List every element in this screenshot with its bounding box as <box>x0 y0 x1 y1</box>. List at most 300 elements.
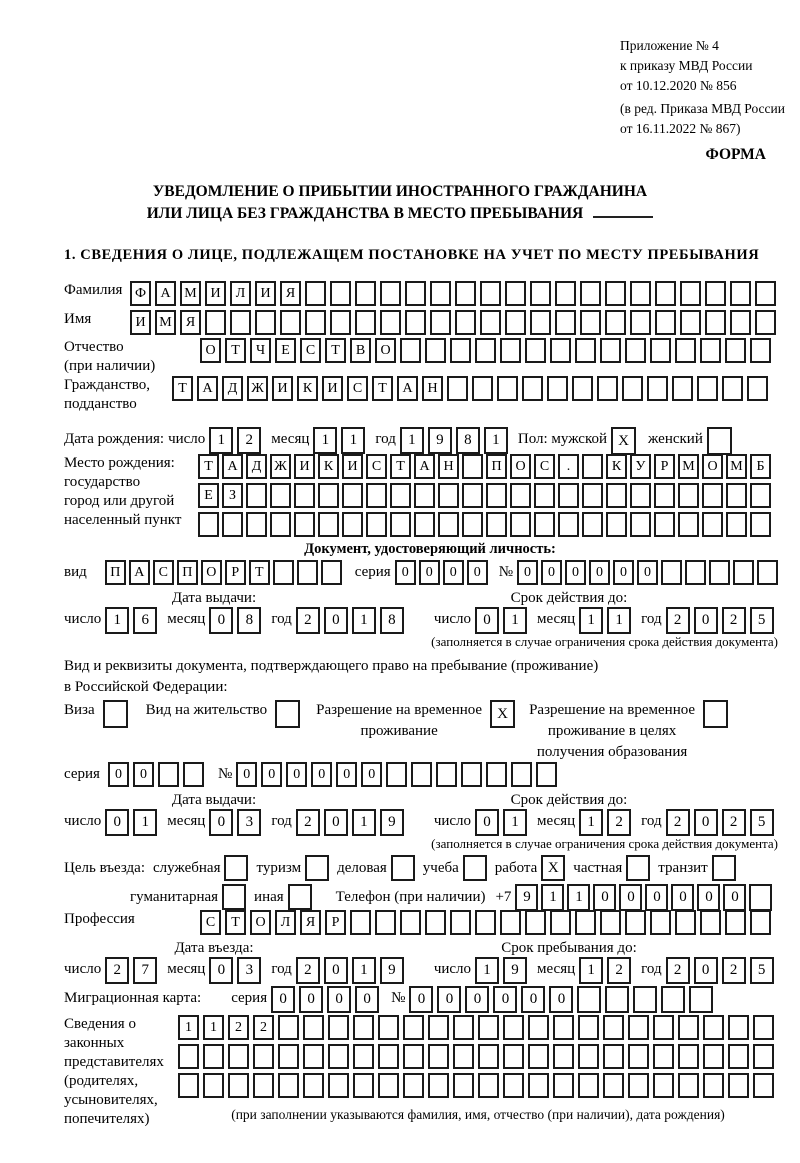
char-cell[interactable]: 3 <box>237 957 261 984</box>
char-cell[interactable] <box>480 310 501 335</box>
char-cell[interactable] <box>522 376 543 401</box>
char-cell[interactable]: А <box>222 454 243 479</box>
char-cell[interactable]: 0 <box>723 884 746 911</box>
char-cell[interactable] <box>158 762 179 787</box>
char-cell[interactable] <box>390 512 411 537</box>
char-cell[interactable]: 5 <box>750 957 774 984</box>
char-cell[interactable] <box>453 1073 474 1098</box>
char-cell[interactable]: М <box>678 454 699 479</box>
char-cell[interactable]: 1 <box>209 427 233 454</box>
char-cell[interactable] <box>425 338 446 363</box>
char-cell[interactable]: 0 <box>541 560 562 585</box>
char-cell[interactable] <box>597 376 618 401</box>
char-cell[interactable] <box>505 281 526 306</box>
char-cell[interactable] <box>270 512 291 537</box>
char-cell[interactable] <box>486 512 507 537</box>
char-cell[interactable] <box>534 483 555 508</box>
char-cell[interactable]: 0 <box>236 762 257 787</box>
char-cell[interactable] <box>750 338 771 363</box>
char-cell[interactable]: 8 <box>380 607 404 634</box>
option-temp-residence-checkbox[interactable]: X <box>490 700 515 728</box>
char-cell[interactable] <box>462 454 483 479</box>
char-cell[interactable] <box>305 281 326 306</box>
char-cell[interactable] <box>400 338 421 363</box>
char-cell[interactable]: С <box>200 910 221 935</box>
char-cell[interactable] <box>628 1015 649 1040</box>
char-cell[interactable]: 0 <box>589 560 610 585</box>
char-cell[interactable] <box>726 483 747 508</box>
char-cell[interactable]: Р <box>654 454 675 479</box>
char-cell[interactable] <box>547 376 568 401</box>
char-cell[interactable] <box>447 376 468 401</box>
char-cell[interactable] <box>582 512 603 537</box>
char-cell[interactable]: О <box>200 338 221 363</box>
char-cell[interactable] <box>511 762 532 787</box>
char-cell[interactable]: 0 <box>549 986 573 1013</box>
char-cell[interactable] <box>703 1015 724 1040</box>
char-cell[interactable] <box>378 1073 399 1098</box>
char-cell[interactable] <box>678 512 699 537</box>
char-cell[interactable]: А <box>129 560 150 585</box>
char-cell[interactable] <box>450 338 471 363</box>
char-cell[interactable]: Ф <box>130 281 151 306</box>
char-cell[interactable] <box>580 281 601 306</box>
char-cell[interactable]: 1 <box>313 427 337 454</box>
char-cell[interactable] <box>572 376 593 401</box>
char-cell[interactable] <box>500 910 521 935</box>
char-cell[interactable] <box>475 910 496 935</box>
char-cell[interactable]: С <box>534 454 555 479</box>
char-cell[interactable] <box>428 1044 449 1069</box>
char-cell[interactable]: Е <box>198 483 219 508</box>
checkbox-option-box[interactable] <box>712 855 736 881</box>
char-cell[interactable] <box>553 1073 574 1098</box>
char-cell[interactable]: 1 <box>541 884 564 911</box>
char-cell[interactable]: 0 <box>467 560 488 585</box>
char-cell[interactable] <box>703 1044 724 1069</box>
char-cell[interactable]: 8 <box>237 607 261 634</box>
char-cell[interactable] <box>453 1044 474 1069</box>
char-cell[interactable] <box>722 376 743 401</box>
char-cell[interactable] <box>486 762 507 787</box>
char-cell[interactable] <box>728 1015 749 1040</box>
char-cell[interactable]: 0 <box>361 762 382 787</box>
char-cell[interactable]: 2 <box>607 957 631 984</box>
char-cell[interactable]: 0 <box>108 762 129 787</box>
char-cell[interactable] <box>303 1015 324 1040</box>
char-cell[interactable]: 0 <box>209 607 233 634</box>
char-cell[interactable]: О <box>702 454 723 479</box>
char-cell[interactable] <box>705 281 726 306</box>
char-cell[interactable] <box>462 512 483 537</box>
char-cell[interactable] <box>455 310 476 335</box>
char-cell[interactable] <box>702 483 723 508</box>
char-cell[interactable] <box>428 1073 449 1098</box>
char-cell[interactable]: 5 <box>750 607 774 634</box>
char-cell[interactable] <box>753 1015 774 1040</box>
char-cell[interactable] <box>328 1073 349 1098</box>
char-cell[interactable] <box>294 483 315 508</box>
char-cell[interactable] <box>578 1044 599 1069</box>
char-cell[interactable] <box>672 376 693 401</box>
char-cell[interactable]: 3 <box>237 809 261 836</box>
char-cell[interactable] <box>630 512 651 537</box>
char-cell[interactable]: И <box>322 376 343 401</box>
char-cell[interactable] <box>750 910 771 935</box>
char-cell[interactable] <box>230 310 251 335</box>
char-cell[interactable]: А <box>397 376 418 401</box>
sex-male-checkbox[interactable]: X <box>611 427 636 455</box>
char-cell[interactable]: 0 <box>395 560 416 585</box>
char-cell[interactable] <box>653 1073 674 1098</box>
char-cell[interactable] <box>503 1044 524 1069</box>
char-cell[interactable]: 5 <box>750 809 774 836</box>
char-cell[interactable] <box>628 1073 649 1098</box>
char-cell[interactable]: 0 <box>517 560 538 585</box>
char-cell[interactable]: П <box>486 454 507 479</box>
char-cell[interactable] <box>270 483 291 508</box>
sex-female-checkbox[interactable] <box>707 427 732 455</box>
char-cell[interactable]: 0 <box>694 809 718 836</box>
char-cell[interactable]: М <box>155 310 176 335</box>
option-temp-residence-education-checkbox[interactable] <box>703 700 728 728</box>
char-cell[interactable] <box>436 762 457 787</box>
char-cell[interactable] <box>728 1044 749 1069</box>
char-cell[interactable]: 2 <box>105 957 129 984</box>
char-cell[interactable] <box>472 376 493 401</box>
char-cell[interactable]: 2 <box>228 1015 249 1040</box>
char-cell[interactable] <box>661 986 685 1013</box>
char-cell[interactable] <box>606 512 627 537</box>
char-cell[interactable] <box>461 762 482 787</box>
char-cell[interactable]: 0 <box>324 607 348 634</box>
char-cell[interactable] <box>403 1015 424 1040</box>
char-cell[interactable] <box>575 910 596 935</box>
char-cell[interactable] <box>378 1015 399 1040</box>
char-cell[interactable] <box>555 281 576 306</box>
char-cell[interactable] <box>726 512 747 537</box>
char-cell[interactable]: А <box>414 454 435 479</box>
char-cell[interactable] <box>246 512 267 537</box>
char-cell[interactable] <box>578 1073 599 1098</box>
char-cell[interactable]: Д <box>246 454 267 479</box>
char-cell[interactable]: Т <box>172 376 193 401</box>
char-cell[interactable] <box>680 281 701 306</box>
char-cell[interactable]: 2 <box>296 607 320 634</box>
char-cell[interactable] <box>503 1015 524 1040</box>
char-cell[interactable]: Я <box>180 310 201 335</box>
char-cell[interactable] <box>725 910 746 935</box>
char-cell[interactable] <box>253 1044 274 1069</box>
char-cell[interactable]: Р <box>325 910 346 935</box>
char-cell[interactable] <box>553 1044 574 1069</box>
char-cell[interactable]: 1 <box>607 607 631 634</box>
char-cell[interactable] <box>678 483 699 508</box>
char-cell[interactable]: Т <box>198 454 219 479</box>
char-cell[interactable] <box>294 512 315 537</box>
char-cell[interactable]: 8 <box>456 427 480 454</box>
char-cell[interactable] <box>330 310 351 335</box>
char-cell[interactable] <box>725 338 746 363</box>
char-cell[interactable] <box>438 483 459 508</box>
char-cell[interactable] <box>350 910 371 935</box>
char-cell[interactable]: 2 <box>666 809 690 836</box>
char-cell[interactable] <box>478 1044 499 1069</box>
char-cell[interactable] <box>580 310 601 335</box>
char-cell[interactable] <box>550 910 571 935</box>
char-cell[interactable]: И <box>272 376 293 401</box>
char-cell[interactable]: П <box>105 560 126 585</box>
char-cell[interactable] <box>625 910 646 935</box>
char-cell[interactable]: Я <box>300 910 321 935</box>
char-cell[interactable] <box>578 1015 599 1040</box>
char-cell[interactable] <box>303 1073 324 1098</box>
char-cell[interactable] <box>462 483 483 508</box>
char-cell[interactable] <box>534 512 555 537</box>
char-cell[interactable]: 0 <box>336 762 357 787</box>
char-cell[interactable]: 0 <box>694 607 718 634</box>
char-cell[interactable] <box>528 1044 549 1069</box>
char-cell[interactable] <box>655 310 676 335</box>
char-cell[interactable] <box>700 910 721 935</box>
char-cell[interactable] <box>253 1073 274 1098</box>
char-cell[interactable] <box>353 1073 374 1098</box>
char-cell[interactable] <box>753 1044 774 1069</box>
char-cell[interactable]: 0 <box>261 762 282 787</box>
char-cell[interactable] <box>678 1044 699 1069</box>
char-cell[interactable] <box>503 1073 524 1098</box>
char-cell[interactable] <box>414 512 435 537</box>
char-cell[interactable] <box>178 1044 199 1069</box>
char-cell[interactable] <box>505 310 526 335</box>
char-cell[interactable]: 9 <box>428 427 452 454</box>
char-cell[interactable]: 0 <box>209 957 233 984</box>
option-residence-permit-checkbox[interactable] <box>275 700 300 728</box>
char-cell[interactable] <box>353 1044 374 1069</box>
char-cell[interactable] <box>633 986 657 1013</box>
checkbox-option-box[interactable] <box>463 855 487 881</box>
char-cell[interactable] <box>550 338 571 363</box>
char-cell[interactable] <box>528 1073 549 1098</box>
char-cell[interactable] <box>475 338 496 363</box>
char-cell[interactable] <box>728 1073 749 1098</box>
char-cell[interactable] <box>730 281 751 306</box>
char-cell[interactable]: Р <box>225 560 246 585</box>
char-cell[interactable]: 1 <box>352 809 376 836</box>
char-cell[interactable]: 2 <box>666 957 690 984</box>
char-cell[interactable]: Е <box>275 338 296 363</box>
char-cell[interactable] <box>630 281 651 306</box>
char-cell[interactable]: Ч <box>250 338 271 363</box>
char-cell[interactable] <box>353 1015 374 1040</box>
char-cell[interactable]: Ж <box>247 376 268 401</box>
char-cell[interactable]: 1 <box>341 427 365 454</box>
char-cell[interactable] <box>438 512 459 537</box>
char-cell[interactable]: 0 <box>593 884 616 911</box>
char-cell[interactable] <box>198 512 219 537</box>
char-cell[interactable]: И <box>130 310 151 335</box>
char-cell[interactable] <box>355 310 376 335</box>
char-cell[interactable] <box>318 483 339 508</box>
char-cell[interactable] <box>380 281 401 306</box>
char-cell[interactable] <box>273 560 294 585</box>
char-cell[interactable]: Т <box>225 338 246 363</box>
char-cell[interactable] <box>278 1015 299 1040</box>
char-cell[interactable]: 0 <box>133 762 154 787</box>
char-cell[interactable]: С <box>366 454 387 479</box>
char-cell[interactable] <box>702 512 723 537</box>
char-cell[interactable]: И <box>294 454 315 479</box>
char-cell[interactable] <box>630 483 651 508</box>
char-cell[interactable]: 2 <box>666 607 690 634</box>
char-cell[interactable]: Я <box>280 281 301 306</box>
char-cell[interactable]: 0 <box>493 986 517 1013</box>
char-cell[interactable]: С <box>153 560 174 585</box>
char-cell[interactable] <box>705 310 726 335</box>
char-cell[interactable]: К <box>606 454 627 479</box>
char-cell[interactable]: Т <box>249 560 270 585</box>
char-cell[interactable] <box>575 338 596 363</box>
char-cell[interactable]: 0 <box>613 560 634 585</box>
char-cell[interactable] <box>203 1044 224 1069</box>
char-cell[interactable] <box>246 483 267 508</box>
char-cell[interactable]: 2 <box>722 809 746 836</box>
char-cell[interactable] <box>500 338 521 363</box>
char-cell[interactable] <box>428 1015 449 1040</box>
char-cell[interactable] <box>400 910 421 935</box>
char-cell[interactable]: Т <box>225 910 246 935</box>
char-cell[interactable]: 0 <box>271 986 295 1013</box>
char-cell[interactable] <box>486 483 507 508</box>
char-cell[interactable]: Н <box>438 454 459 479</box>
char-cell[interactable] <box>478 1015 499 1040</box>
char-cell[interactable] <box>647 376 668 401</box>
char-cell[interactable]: Т <box>372 376 393 401</box>
char-cell[interactable]: З <box>222 483 243 508</box>
char-cell[interactable]: 0 <box>671 884 694 911</box>
char-cell[interactable] <box>600 338 621 363</box>
char-cell[interactable] <box>403 1044 424 1069</box>
char-cell[interactable] <box>630 310 651 335</box>
checkbox-option-box[interactable] <box>288 884 312 910</box>
char-cell[interactable] <box>730 310 751 335</box>
char-cell[interactable] <box>378 1044 399 1069</box>
char-cell[interactable]: 0 <box>697 884 720 911</box>
char-cell[interactable]: 0 <box>324 957 348 984</box>
char-cell[interactable]: К <box>318 454 339 479</box>
char-cell[interactable] <box>678 1073 699 1098</box>
char-cell[interactable] <box>661 560 682 585</box>
char-cell[interactable] <box>553 1015 574 1040</box>
char-cell[interactable] <box>405 281 426 306</box>
char-cell[interactable] <box>603 1073 624 1098</box>
char-cell[interactable]: Т <box>390 454 411 479</box>
char-cell[interactable] <box>653 1015 674 1040</box>
char-cell[interactable]: 1 <box>579 607 603 634</box>
char-cell[interactable] <box>555 310 576 335</box>
char-cell[interactable] <box>678 1015 699 1040</box>
char-cell[interactable]: 0 <box>521 986 545 1013</box>
char-cell[interactable] <box>709 560 730 585</box>
char-cell[interactable]: Ж <box>270 454 291 479</box>
char-cell[interactable] <box>700 338 721 363</box>
char-cell[interactable] <box>303 1044 324 1069</box>
char-cell[interactable]: 9 <box>503 957 527 984</box>
char-cell[interactable] <box>525 910 546 935</box>
char-cell[interactable] <box>747 376 768 401</box>
char-cell[interactable]: 1 <box>579 957 603 984</box>
char-cell[interactable]: 0 <box>286 762 307 787</box>
char-cell[interactable] <box>733 560 754 585</box>
char-cell[interactable]: 1 <box>475 957 499 984</box>
char-cell[interactable]: Л <box>275 910 296 935</box>
char-cell[interactable] <box>205 310 226 335</box>
char-cell[interactable]: 1 <box>567 884 590 911</box>
char-cell[interactable]: 1 <box>579 809 603 836</box>
char-cell[interactable] <box>558 512 579 537</box>
char-cell[interactable]: Н <box>422 376 443 401</box>
char-cell[interactable]: М <box>726 454 747 479</box>
char-cell[interactable]: 0 <box>443 560 464 585</box>
char-cell[interactable] <box>625 338 646 363</box>
char-cell[interactable]: И <box>255 281 276 306</box>
char-cell[interactable] <box>255 310 276 335</box>
char-cell[interactable] <box>366 483 387 508</box>
char-cell[interactable] <box>650 910 671 935</box>
char-cell[interactable] <box>680 310 701 335</box>
char-cell[interactable]: 0 <box>419 560 440 585</box>
char-cell[interactable] <box>654 483 675 508</box>
char-cell[interactable] <box>183 762 204 787</box>
char-cell[interactable]: 0 <box>105 809 129 836</box>
char-cell[interactable]: Л <box>230 281 251 306</box>
char-cell[interactable] <box>342 512 363 537</box>
char-cell[interactable] <box>411 762 432 787</box>
char-cell[interactable] <box>600 910 621 935</box>
char-cell[interactable]: 0 <box>209 809 233 836</box>
char-cell[interactable]: С <box>347 376 368 401</box>
char-cell[interactable] <box>430 310 451 335</box>
char-cell[interactable] <box>605 310 626 335</box>
char-cell[interactable] <box>622 376 643 401</box>
char-cell[interactable] <box>558 483 579 508</box>
char-cell[interactable]: 1 <box>400 427 424 454</box>
option-visa-checkbox[interactable] <box>103 700 128 728</box>
char-cell[interactable] <box>685 560 706 585</box>
char-cell[interactable]: 2 <box>296 809 320 836</box>
char-cell[interactable] <box>278 1073 299 1098</box>
char-cell[interactable] <box>178 1073 199 1098</box>
char-cell[interactable]: У <box>630 454 651 479</box>
char-cell[interactable]: . <box>558 454 579 479</box>
char-cell[interactable] <box>755 281 776 306</box>
char-cell[interactable] <box>530 281 551 306</box>
char-cell[interactable]: 7 <box>133 957 157 984</box>
char-cell[interactable]: И <box>342 454 363 479</box>
char-cell[interactable] <box>278 1044 299 1069</box>
char-cell[interactable] <box>653 1044 674 1069</box>
char-cell[interactable] <box>755 310 776 335</box>
char-cell[interactable] <box>328 1044 349 1069</box>
char-cell[interactable] <box>689 986 713 1013</box>
char-cell[interactable] <box>380 310 401 335</box>
char-cell[interactable]: 0 <box>409 986 433 1013</box>
char-cell[interactable] <box>510 512 531 537</box>
char-cell[interactable]: С <box>300 338 321 363</box>
char-cell[interactable] <box>528 1015 549 1040</box>
char-cell[interactable] <box>203 1073 224 1098</box>
char-cell[interactable]: 9 <box>380 957 404 984</box>
